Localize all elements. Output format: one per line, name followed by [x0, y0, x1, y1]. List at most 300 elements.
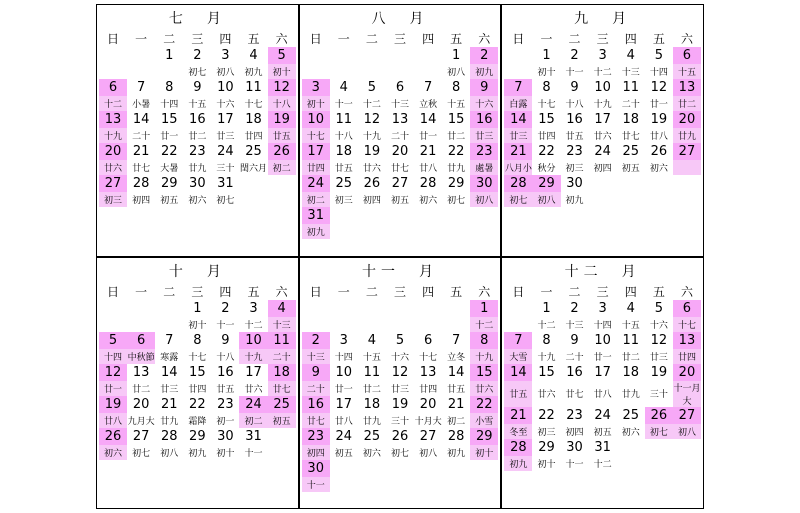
- day-cell[interactable]: 17: [302, 143, 330, 160]
- day-cell[interactable]: 10: [302, 111, 330, 128]
- empty-cell: [330, 317, 358, 332]
- lunar-cell: 廿七: [268, 381, 296, 396]
- lunar-cell: 十一: [244, 448, 263, 459]
- weekday-header: 四: [219, 284, 232, 299]
- day-cell[interactable]: 29: [532, 175, 560, 192]
- day-cell[interactable]: 30: [302, 460, 330, 477]
- day-cell[interactable]: 3: [598, 300, 607, 316]
- day-cell[interactable]: 23: [470, 143, 498, 160]
- lunar-cell: 廿六: [362, 164, 381, 174]
- lunar-cell: 初十: [216, 448, 235, 459]
- day-cell[interactable]: 16: [470, 111, 498, 128]
- empty-cell: [470, 224, 498, 239]
- day-cell[interactable]: 20: [673, 364, 701, 381]
- day-cell[interactable]: 29: [447, 176, 465, 191]
- empty-cell: [504, 317, 532, 332]
- day-cell[interactable]: 26: [645, 407, 673, 424]
- lunar-cell: 十三: [302, 349, 330, 364]
- day-cell[interactable]: 19: [363, 144, 381, 159]
- day-cell[interactable]: 15: [470, 364, 498, 381]
- day-cell[interactable]: 1: [165, 48, 174, 63]
- day-cell[interactable]: 8: [452, 80, 461, 95]
- day-cell[interactable]: 2: [193, 48, 202, 63]
- day-cell[interactable]: 28: [504, 175, 532, 192]
- day-cell[interactable]: 8: [193, 332, 202, 348]
- day-cell[interactable]: 7: [165, 332, 174, 348]
- empty-cell: [358, 460, 386, 477]
- month-title: 九 月: [574, 11, 632, 27]
- day-cell[interactable]: 29: [160, 176, 178, 191]
- day-cell[interactable]: 9: [221, 332, 230, 348]
- day-cell[interactable]: 14: [447, 364, 465, 380]
- day-cell[interactable]: 18: [622, 112, 640, 127]
- day-cell[interactable]: 7: [452, 332, 461, 348]
- lunar-cell: 初一: [216, 416, 235, 427]
- day-cell[interactable]: 29: [470, 428, 498, 445]
- lunar-cell: 三十: [216, 164, 235, 174]
- day-cell[interactable]: 5: [367, 80, 377, 95]
- day-cell[interactable]: 9: [302, 364, 330, 381]
- day-cell[interactable]: 26: [268, 143, 296, 160]
- day-cell[interactable]: 26: [99, 428, 127, 445]
- day-cell[interactable]: 7: [137, 80, 146, 95]
- day-cell[interactable]: 29: [538, 439, 555, 455]
- empty-cell: [673, 160, 701, 175]
- day-cell[interactable]: 6: [673, 300, 701, 317]
- day-cell[interactable]: 17: [245, 364, 262, 380]
- lunar-cell: 廿二: [362, 384, 381, 395]
- lunar-cell: 廿五: [268, 128, 296, 143]
- day-cell[interactable]: 16: [566, 112, 583, 127]
- day-cell[interactable]: 10: [594, 332, 611, 348]
- day-cell[interactable]: 12: [650, 332, 668, 348]
- lunar-cell: 初二: [268, 160, 296, 175]
- lunar-cell: 初八: [419, 448, 438, 459]
- day-cell[interactable]: 14: [504, 111, 532, 128]
- lunar-row: [504, 96, 701, 111]
- day-cell[interactable]: 5: [268, 47, 296, 64]
- day-cell[interactable]: 24: [217, 144, 234, 159]
- day-cell[interactable]: 15: [189, 364, 206, 380]
- lunar-cell: 初七: [447, 196, 466, 206]
- lunar-cell: 白露: [504, 96, 532, 111]
- day-cell[interactable]: 27: [673, 143, 701, 160]
- day-cell[interactable]: 13: [391, 112, 409, 127]
- lunar-cell: 十七: [244, 100, 263, 110]
- day-cell[interactable]: 23: [566, 144, 583, 159]
- day-cell[interactable]: 6: [395, 80, 405, 95]
- day-cell[interactable]: 23: [302, 428, 330, 445]
- day-cell[interactable]: 12: [363, 112, 381, 127]
- day-cell[interactable]: 21: [504, 143, 532, 160]
- day-cell[interactable]: 8: [470, 332, 498, 349]
- day-cell[interactable]: 31: [302, 207, 330, 224]
- day-cell[interactable]: 10: [335, 364, 353, 380]
- lunar-cell: 小雪: [470, 413, 498, 428]
- day-cell[interactable]: 18: [363, 396, 381, 412]
- day-cell[interactable]: 10: [594, 80, 611, 95]
- day-cell[interactable]: 22: [538, 144, 555, 159]
- weekday-header: 三: [596, 32, 609, 46]
- day-cell[interactable]: 4: [268, 300, 296, 317]
- day-cell[interactable]: 19: [268, 111, 296, 128]
- lunar-cell: 初六: [99, 445, 127, 460]
- day-cell[interactable]: 6: [673, 47, 701, 64]
- weekday-header: 五: [247, 32, 260, 46]
- lunar-cell: 初七: [504, 192, 532, 207]
- empty-cell: [302, 300, 330, 317]
- day-cell[interactable]: 16: [217, 364, 234, 380]
- lunar-cell: 初九: [504, 456, 532, 471]
- day-cell[interactable]: 13: [673, 79, 701, 96]
- day-cell[interactable]: 27: [419, 428, 437, 444]
- weekday-header-row: [302, 30, 499, 47]
- day-cell[interactable]: 29: [189, 428, 206, 444]
- day-cell[interactable]: 18: [245, 112, 262, 127]
- day-cell[interactable]: 12: [391, 364, 409, 380]
- day-cell[interactable]: 11: [268, 332, 296, 349]
- empty-cell: [414, 477, 442, 492]
- lunar-cell: 十九: [470, 349, 498, 364]
- weekday-header: 日: [512, 32, 525, 46]
- lunar-cell: 廿六: [593, 132, 612, 142]
- weekday-header: 六: [275, 284, 288, 299]
- lunar-cell: 廿九: [160, 416, 179, 427]
- day-cell[interactable]: 20: [391, 144, 409, 159]
- lunar-row: [302, 349, 499, 364]
- week-row: [302, 364, 499, 381]
- lunar-cell: 初六: [649, 164, 668, 174]
- lunar-cell: 十三: [268, 317, 296, 332]
- day-cell[interactable]: 16: [566, 364, 583, 380]
- empty-cell: [239, 175, 267, 192]
- day-cell[interactable]: 12: [650, 80, 668, 95]
- day-cell[interactable]: 6: [423, 332, 433, 348]
- day-cell[interactable]: 10: [239, 332, 267, 349]
- lunar-cell: 廿三: [390, 384, 409, 395]
- lunar-cell: 十九: [362, 132, 381, 142]
- lunar-cell: 十四: [334, 352, 353, 363]
- day-cell[interactable]: 7: [423, 80, 433, 95]
- day-cell[interactable]: 5: [654, 300, 663, 316]
- day-cell[interactable]: 21: [419, 144, 437, 159]
- week-row: [302, 300, 499, 317]
- lunar-cell: 二十: [268, 349, 296, 364]
- day-cell[interactable]: 4: [626, 48, 635, 63]
- month-block-november: [299, 257, 502, 510]
- lunar-cell: 十一月大: [673, 381, 701, 407]
- day-cell[interactable]: 26: [391, 428, 409, 444]
- day-cell[interactable]: 18: [622, 364, 640, 380]
- day-cell[interactable]: 15: [538, 364, 555, 380]
- day-cell[interactable]: 31: [217, 176, 234, 191]
- day-cell[interactable]: 25: [335, 176, 353, 191]
- day-cell[interactable]: 5: [654, 48, 663, 63]
- day-cell[interactable]: 6: [127, 332, 155, 349]
- lunar-cell: 二十: [302, 381, 330, 396]
- lunar-cell: 廿四: [188, 384, 207, 395]
- weekday-header: 一: [337, 284, 350, 299]
- day-cell[interactable]: 2: [570, 48, 579, 63]
- day-cell[interactable]: 25: [245, 144, 262, 159]
- day-cell[interactable]: 22: [160, 144, 178, 159]
- lunar-cell: 廿八: [649, 132, 668, 142]
- empty-cell: [442, 477, 470, 492]
- day-cell[interactable]: 28: [419, 176, 437, 191]
- lunar-cell: 初三: [565, 164, 584, 174]
- day-cell[interactable]: 15: [538, 112, 555, 127]
- day-cell[interactable]: 23: [189, 144, 206, 159]
- day-cell[interactable]: 20: [419, 396, 437, 412]
- day-cell[interactable]: 28: [132, 176, 150, 191]
- day-cell[interactable]: 30: [566, 439, 583, 455]
- month-days-table: [99, 47, 296, 207]
- month-table: [302, 30, 499, 47]
- day-cell[interactable]: 8: [542, 80, 551, 95]
- day-cell[interactable]: 26: [650, 144, 668, 159]
- day-cell[interactable]: 21: [447, 396, 465, 412]
- lunar-cell: 廿五: [504, 381, 532, 407]
- day-cell[interactable]: 24: [594, 407, 611, 423]
- weekday-header: 五: [652, 32, 665, 46]
- day-cell[interactable]: 19: [99, 396, 127, 413]
- day-cell[interactable]: 24: [239, 396, 267, 413]
- day-cell[interactable]: 24: [594, 144, 611, 159]
- week-row: [99, 396, 296, 413]
- day-cell[interactable]: 2: [570, 300, 579, 316]
- day-cell[interactable]: 23: [566, 407, 583, 423]
- day-cell[interactable]: 1: [452, 48, 461, 63]
- lunar-cell: 十二: [244, 320, 263, 331]
- day-cell[interactable]: 27: [99, 175, 127, 192]
- lunar-cell: 處暑: [470, 160, 498, 175]
- day-cell[interactable]: 17: [335, 396, 353, 412]
- day-cell[interactable]: 13: [99, 111, 127, 128]
- day-cell[interactable]: 17: [594, 112, 611, 127]
- weekday-header: 二: [163, 32, 176, 46]
- lunar-cell: 十七: [419, 352, 438, 363]
- day-cell[interactable]: 22: [538, 407, 555, 423]
- month-title: 十一 月: [361, 263, 438, 280]
- empty-cell: [645, 439, 673, 456]
- empty-cell: [673, 192, 701, 207]
- day-cell[interactable]: 10: [217, 80, 234, 95]
- day-cell[interactable]: 1: [470, 300, 498, 317]
- day-cell[interactable]: 20: [99, 143, 127, 160]
- lunar-row: [504, 317, 701, 332]
- day-cell[interactable]: 25: [363, 428, 381, 444]
- day-cell[interactable]: 5: [395, 332, 405, 348]
- empty-cell: [302, 317, 330, 332]
- empty-cell: [330, 460, 358, 477]
- lunar-cell: 閏六月: [240, 164, 268, 174]
- day-cell[interactable]: 20: [673, 111, 701, 128]
- day-cell[interactable]: 6: [99, 79, 127, 96]
- lunar-cell: 十八: [565, 100, 584, 110]
- day-cell[interactable]: 25: [622, 407, 640, 423]
- day-cell[interactable]: 3: [249, 300, 258, 316]
- day-cell[interactable]: 3: [302, 79, 330, 96]
- day-cell[interactable]: 1: [542, 300, 551, 316]
- day-cell[interactable]: 15: [447, 112, 465, 127]
- day-cell[interactable]: 4: [339, 80, 348, 95]
- day-cell[interactable]: 3: [598, 48, 607, 63]
- day-cell[interactable]: 17: [217, 112, 234, 127]
- day-cell[interactable]: 4: [626, 300, 635, 316]
- day-cell[interactable]: 2: [221, 300, 230, 316]
- weekday-header: 四: [219, 32, 232, 46]
- day-cell[interactable]: 5: [99, 332, 127, 349]
- day-cell[interactable]: 21: [132, 144, 150, 159]
- day-cell[interactable]: 9: [570, 80, 579, 95]
- day-cell[interactable]: 18: [335, 144, 353, 159]
- lunar-cell: 初四: [302, 445, 330, 460]
- empty-cell: [127, 47, 155, 64]
- lunar-cell: 廿一: [99, 381, 127, 396]
- lunar-cell: 廿九: [447, 164, 466, 174]
- empty-cell: [470, 477, 498, 492]
- day-cell[interactable]: 20: [132, 396, 150, 412]
- lunar-row: [302, 224, 499, 239]
- day-cell[interactable]: 21: [160, 396, 178, 412]
- day-cell[interactable]: 28: [160, 428, 178, 444]
- month-title: 十 月: [168, 263, 226, 280]
- empty-cell: [358, 64, 386, 79]
- day-cell[interactable]: 25: [268, 396, 296, 413]
- lunar-cell: 初二: [447, 416, 466, 427]
- weekday-header: 四: [624, 284, 637, 299]
- day-cell[interactable]: 30: [470, 175, 498, 192]
- day-cell[interactable]: 14: [160, 364, 178, 380]
- empty-cell: [673, 439, 701, 456]
- day-cell[interactable]: 2: [302, 332, 330, 349]
- day-cell[interactable]: 28: [504, 439, 532, 456]
- month-title: 八 月: [371, 11, 429, 27]
- day-cell[interactable]: 12: [99, 364, 127, 381]
- day-cell[interactable]: 27: [673, 407, 701, 424]
- lunar-cell: 九月大: [127, 416, 155, 427]
- day-cell[interactable]: 14: [504, 364, 532, 381]
- empty-cell: [99, 64, 127, 79]
- day-cell[interactable]: 14: [132, 112, 150, 127]
- lunar-cell: 廿七: [390, 164, 409, 174]
- day-cell[interactable]: 11: [622, 80, 640, 95]
- day-cell[interactable]: 9: [193, 80, 202, 95]
- lunar-row: [302, 96, 499, 111]
- day-cell[interactable]: 22: [470, 396, 498, 413]
- lunar-row: [99, 64, 296, 79]
- day-cell[interactable]: 27: [132, 428, 150, 444]
- lunar-cell: 初十: [188, 320, 207, 331]
- week-row: [504, 143, 701, 160]
- month-days-table: [302, 47, 499, 239]
- empty-cell: [442, 224, 470, 239]
- day-cell[interactable]: 14: [419, 112, 437, 127]
- day-cell[interactable]: 4: [367, 332, 377, 348]
- day-cell[interactable]: 26: [363, 176, 381, 191]
- empty-cell: [386, 300, 414, 317]
- day-cell[interactable]: 21: [504, 407, 532, 424]
- day-cell[interactable]: 18: [268, 364, 296, 381]
- empty-cell: [673, 175, 701, 192]
- day-cell[interactable]: 9: [470, 79, 498, 96]
- day-cell[interactable]: 27: [391, 176, 409, 191]
- day-cell[interactable]: 24: [302, 175, 330, 192]
- empty-cell: [414, 460, 442, 477]
- lunar-cell: 十八: [334, 132, 353, 142]
- month-weeks: [302, 300, 499, 492]
- day-cell[interactable]: 24: [335, 428, 353, 444]
- lunar-cell: 二十: [390, 132, 409, 142]
- day-cell[interactable]: 17: [594, 364, 611, 380]
- empty-cell: [99, 47, 127, 64]
- day-cell[interactable]: 7: [504, 79, 532, 96]
- day-cell[interactable]: 11: [622, 332, 640, 348]
- weekday-header-row: [504, 30, 701, 47]
- day-cell[interactable]: 2: [470, 47, 498, 64]
- day-cell[interactable]: 13: [673, 332, 701, 349]
- day-cell[interactable]: 31: [245, 428, 262, 444]
- day-cell[interactable]: 8: [165, 80, 174, 95]
- day-cell[interactable]: 25: [622, 144, 640, 159]
- day-cell[interactable]: 3: [339, 332, 348, 348]
- day-cell[interactable]: 7: [504, 332, 532, 349]
- day-cell[interactable]: 30: [566, 176, 583, 191]
- day-cell[interactable]: 23: [217, 396, 234, 412]
- lunar-cell: 十八: [216, 352, 235, 363]
- day-cell[interactable]: 31: [594, 439, 611, 455]
- day-cell[interactable]: 11: [245, 80, 262, 95]
- day-cell[interactable]: 30: [217, 428, 234, 444]
- lunar-cell: 二十: [132, 132, 151, 142]
- week-row: [504, 407, 701, 424]
- day-cell[interactable]: 11: [363, 364, 381, 380]
- day-cell[interactable]: 4: [249, 48, 258, 63]
- day-cell[interactable]: 30: [189, 176, 206, 191]
- weekday-header: 三: [191, 32, 204, 46]
- weekday-header: 日: [107, 32, 120, 46]
- lunar-cell: 十二: [99, 96, 127, 111]
- day-cell[interactable]: 19: [650, 364, 668, 380]
- lunar-cell: 廿六: [99, 160, 127, 175]
- empty-cell: [127, 317, 155, 332]
- month-weeks: [504, 300, 701, 471]
- empty-cell: [470, 207, 498, 224]
- day-cell[interactable]: 13: [132, 364, 150, 380]
- day-cell[interactable]: 28: [447, 428, 465, 444]
- day-cell[interactable]: 12: [268, 79, 296, 96]
- day-cell[interactable]: 3: [221, 48, 230, 63]
- lunar-cell: 廿八: [593, 390, 612, 400]
- empty-cell: [386, 477, 414, 492]
- day-cell[interactable]: 22: [447, 144, 465, 159]
- day-cell[interactable]: 1: [193, 300, 202, 316]
- day-cell[interactable]: 16: [302, 396, 330, 413]
- day-cell[interactable]: 13: [419, 364, 437, 380]
- week-row: [504, 439, 701, 456]
- day-cell[interactable]: 11: [335, 112, 353, 127]
- day-cell[interactable]: 15: [160, 112, 178, 127]
- day-cell[interactable]: 16: [189, 112, 206, 127]
- day-cell[interactable]: 8: [542, 332, 551, 348]
- day-cell[interactable]: 1: [542, 48, 551, 63]
- day-cell[interactable]: 19: [391, 396, 409, 412]
- lunar-cell: 三十: [390, 416, 409, 427]
- day-cell[interactable]: 19: [650, 112, 668, 127]
- month-weeks: [302, 47, 499, 239]
- day-cell[interactable]: 22: [189, 396, 206, 412]
- day-cell[interactable]: 9: [570, 332, 579, 348]
